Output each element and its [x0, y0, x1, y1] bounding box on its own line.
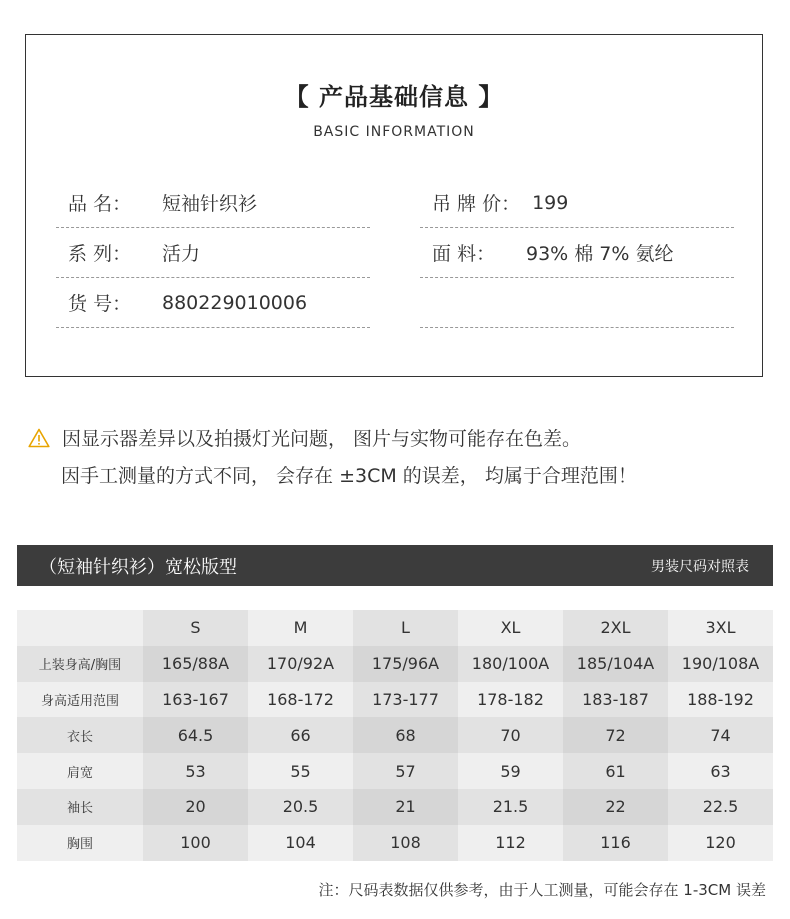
- table-cell: 64.5: [143, 717, 248, 753]
- row-label: 上装身高/胸围: [17, 646, 143, 682]
- table-cell: 20.5: [248, 789, 353, 825]
- table-cell: 116: [563, 825, 668, 861]
- info-value-price: 199: [532, 191, 569, 214]
- table-cell: 68: [353, 717, 458, 753]
- table-cell: 112: [458, 825, 563, 861]
- info-label: 吊 牌 价：: [432, 193, 521, 215]
- size-column-header: 2XL: [563, 610, 668, 646]
- table-cell: 180/100A: [458, 646, 563, 682]
- table-cell: 120: [668, 825, 773, 861]
- table-row: [17, 682, 773, 718]
- table-cell: 21: [353, 789, 458, 825]
- size-chart-title: （短袖针织衫）宽松版型: [39, 556, 237, 578]
- table-row: [17, 753, 773, 789]
- info-label: 品 名：: [68, 193, 132, 215]
- table-row: [17, 717, 773, 753]
- table-cell: 59: [458, 753, 563, 789]
- size-table: [17, 610, 773, 861]
- row-label: 袖长: [17, 789, 143, 825]
- table-cell: 53: [143, 753, 248, 789]
- size-column-header: 3XL: [668, 610, 773, 646]
- notice-text-1: 因显示器差异以及拍摄灯光问题， 图片与实物可能存在色差。: [62, 428, 582, 450]
- info-subtitle: BASIC INFORMATION: [313, 124, 475, 140]
- table-cell: 70: [458, 717, 563, 753]
- size-column-header: L: [353, 610, 458, 646]
- table-cell: 108: [353, 825, 458, 861]
- info-row-empty: [420, 278, 734, 328]
- table-cell: 190/108A: [668, 646, 773, 682]
- info-value-fabric: 93% 棉 7% 氨纶: [526, 243, 674, 265]
- table-cell: 175/96A: [353, 646, 458, 682]
- table-header-row: [17, 610, 773, 646]
- table-cell: 63: [668, 753, 773, 789]
- notice-line-1: [28, 424, 581, 451]
- info-title: 【 产品基础信息 】: [284, 83, 504, 111]
- info-label: 货 号：: [68, 293, 132, 315]
- table-cell: 100: [143, 825, 248, 861]
- table-cell: 66: [248, 717, 353, 753]
- table-cell: 61: [563, 753, 668, 789]
- table-cell: 173-177: [353, 682, 458, 718]
- table-cell: 178-182: [458, 682, 563, 718]
- info-value-name: 短袖针织衫: [162, 193, 258, 215]
- warning-triangle-icon: [28, 428, 50, 448]
- info-value-sku: 880229010006: [162, 291, 308, 314]
- table-cell: 20: [143, 789, 248, 825]
- table-cell: 188-192: [668, 682, 773, 718]
- table-cell: 55: [248, 753, 353, 789]
- info-row-fabric: [420, 228, 734, 278]
- table-cell: 57: [353, 753, 458, 789]
- table-row: [17, 825, 773, 861]
- table-cell: 72: [563, 717, 668, 753]
- table-cell: 165/88A: [143, 646, 248, 682]
- table-cell: 170/92A: [248, 646, 353, 682]
- size-chart-subtitle: 男装尺码对照表: [651, 558, 749, 575]
- size-footnote: 注：尺码表数据仅供参考，由于人工测量，可能会存在 1-3CM 误差: [318, 881, 766, 899]
- row-label: 胸围: [17, 825, 143, 861]
- table-row: [17, 789, 773, 825]
- row-label: 衣长: [17, 717, 143, 753]
- product-info-panel: [25, 34, 763, 377]
- table-cell: 22.5: [668, 789, 773, 825]
- info-label: 系 列：: [68, 243, 132, 265]
- info-row-price: [420, 178, 734, 228]
- table-cell: 163-167: [143, 682, 248, 718]
- row-label: 身高适用范围: [17, 682, 143, 718]
- info-row-series: [56, 228, 370, 278]
- info-label: 面 料：: [432, 243, 496, 265]
- size-column-header: XL: [458, 610, 563, 646]
- info-value-series: 活力: [162, 243, 201, 265]
- info-row-sku: [56, 278, 370, 328]
- table-cell: 104: [248, 825, 353, 861]
- size-column-header: M: [248, 610, 353, 646]
- table-cell: 74: [668, 717, 773, 753]
- table-corner-cell: [17, 610, 143, 646]
- notice-line-2: 因手工测量的方式不同， 会存在 ±3CM 的误差， 均属于合理范围！: [61, 465, 637, 487]
- table-cell: 21.5: [458, 789, 563, 825]
- info-row-name: [56, 178, 370, 228]
- table-row: [17, 646, 773, 682]
- table-cell: 168-172: [248, 682, 353, 718]
- table-cell: 185/104A: [563, 646, 668, 682]
- size-chart-header: [17, 545, 773, 586]
- row-label: 肩宽: [17, 753, 143, 789]
- table-cell: 22: [563, 789, 668, 825]
- size-column-header: S: [143, 610, 248, 646]
- table-cell: 183-187: [563, 682, 668, 718]
